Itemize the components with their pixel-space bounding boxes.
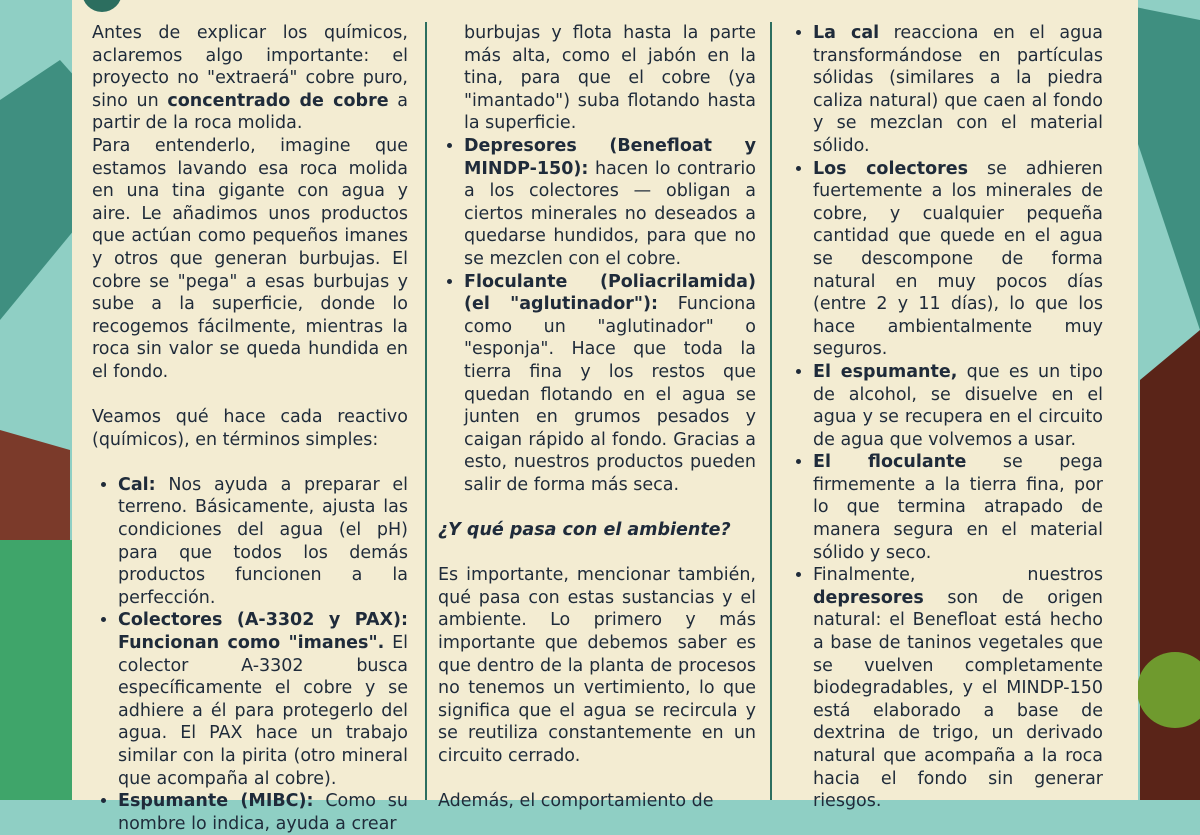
espumante-continuation: burbujas y flota hasta la parte más alta, como el jabón en la tina, para que el cobre (ya "imantado") suba flotando hasta la superficie.: [464, 23, 756, 134]
explanation-paragraph: Para entenderlo, imagine que estamos lavando esa roca molida en una tina gigante con agua y aire. Le añadimos unos productos que actúan como pequeños imanes y otros que generan burbujas. El cobre se "pega" a esas burbujas y sube a la superficie, donde lo recogemos fácilmente, mientras la roca sin valor se queda hundida en el fondo.: [92, 135, 408, 382]
list-item-depresores-origen: • Finalmente, nuestros depresores son de origen natural: el Benefloat está hecho a base de taninos vegetales que se vuelven completamente biodegradables, y el MINDP-150 está elaborado a base de dextrina de trigo, un derivado natural que acompaña a la roca hacia el fondo sin generar riesgos.: [813, 564, 1103, 813]
list-item-la-cal: • La cal reacciona en el agua transformándose en partículas sólidas (similares a la piedra caliza natural) que caen al fondo y se mezclan con el material sólido.: [813, 22, 1103, 158]
list-item-el-espumante: • El espumante, que es un tipo de alcohol, se disuelve en el agua y se recupera en el circuito de agua que volvemos a usar.: [813, 361, 1103, 451]
intro-paragraph: Antes de explicar los químicos, aclaremos algo importante: el proyecto no "extraerá" cobre puro, sino un concentrado de cobre a partir de la roca molida.: [92, 23, 409, 134]
list-item-espumante: • Espumante (MIBC): Como su nombre lo indica, ayuda a crear: [118, 790, 408, 835]
list-item-floculante: • Floculante (Poliacrilamida) (el "aglutinador"): Funciona como un "aglutinador" o "esponja". Hace que toda la tierra fina y los restos que quedan flotando en el agua se junten en grumos pesados y caigan rápido al fondo. Gracias a esto, nuestros productos pueden salir de forma más seca.: [464, 271, 756, 497]
column-divider-right: [770, 22, 772, 800]
column-divider-left: [425, 22, 427, 800]
reagent-list-continued: [438, 135, 756, 497]
list-item-los-colectores: • Los colectores se adhieren fuertemente a los minerales de cobre, y cualquier pequeña cantidad que quede en el agua se descompone de forma natural en muy pocos días (entre 2 y 11 días), lo que los hace ambientalmente muy seguros.: [813, 158, 1103, 361]
environment-list: [787, 22, 1103, 813]
column-left: [92, 22, 408, 835]
list-item-depresores: • Depresores (Benefloat y MINDP-150): hacen lo contrario a los colectores — obligan a ciertos minerales no deseados a quedarse hundidos, para que no se mezclen con el cobre.: [464, 135, 756, 271]
environment-paragraph-continued: Además, el comportamiento de: [438, 791, 714, 812]
reagents-intro-paragraph: Veamos qué hace cada reactivo (químicos), en términos simples:: [92, 407, 408, 450]
environment-paragraph: Es importante, mencionar también, qué pasa con estas sustancias y el ambiente. Lo primero y más importante que debemos saber es que dentro de la planta de procesos no tenemos un vertimiento, lo que significa que el agua se recircula y se reutiliza constantemente en un circuito cerrado.: [438, 565, 756, 766]
list-item-el-floculante: • El floculante se pega firmemente a la tierra fina, por lo que termina atrapado de manera segura en el material sólido y seco.: [813, 451, 1103, 564]
list-item-cal: • Cal: Nos ayuda a preparar el terreno. Básicamente, ajusta las condiciones del agua (el pH) para que todos los demás productos funcionen a la perfección.: [118, 474, 408, 610]
reagent-list: [92, 474, 408, 835]
column-right: [787, 22, 1103, 813]
environment-heading: ¿Y qué pasa con el ambiente?: [438, 520, 731, 541]
list-item-colectores: • Colectores (A-3302 y PAX): Funcionan como "imanes". El colector A-3302 busca específicamente el cobre y se adhiere a él para protegerlo del agua. El PAX hace un trabajo similar con la pirita (otro mineral que acompaña al cobre).: [118, 609, 408, 790]
column-middle: [438, 22, 756, 813]
